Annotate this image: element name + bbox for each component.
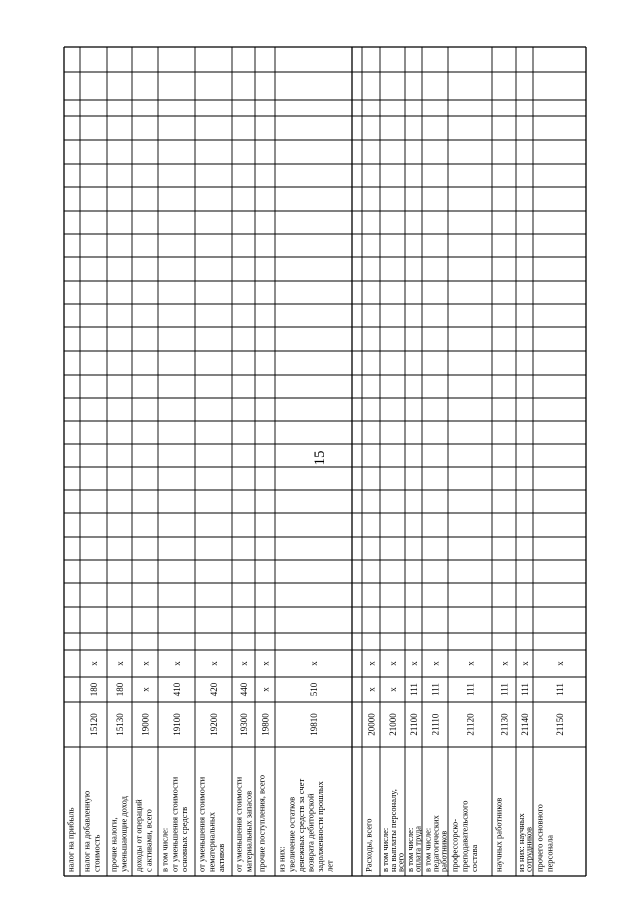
row-label: стоимость — [91, 834, 102, 872]
row-label: материальных запасов — [243, 790, 254, 872]
table-row — [82, 661, 102, 872]
row-label: из них: — [276, 846, 287, 872]
page-number: 15 — [311, 450, 328, 466]
row-code: 21150 — [555, 713, 565, 736]
table-rows — [66, 661, 565, 872]
table-grid — [64, 47, 586, 876]
table-row — [257, 661, 271, 872]
row-code: 21100 — [409, 713, 419, 736]
row-mark: x — [409, 661, 419, 666]
row-kosgu: x — [388, 687, 398, 692]
row-kosgu: x — [260, 687, 271, 692]
table-row — [405, 661, 423, 872]
row-code: 21130 — [499, 713, 510, 736]
row-kosgu: 111 — [409, 683, 419, 696]
table-row — [160, 661, 189, 872]
row-label: научных работников — [493, 797, 504, 872]
table-row — [109, 661, 129, 872]
row-code: 15130 — [115, 713, 125, 736]
row-label: налог на добавленную — [81, 790, 92, 872]
table-row — [380, 661, 405, 872]
row-label: преподавательского — [459, 800, 470, 872]
row-mark: x — [115, 661, 125, 666]
table-row — [535, 661, 565, 872]
row-label: денежных средств за счет — [295, 778, 306, 872]
row-label: оплата труда — [412, 825, 423, 872]
row-label: педагогических — [430, 815, 441, 872]
row-code: 21000 — [388, 713, 398, 736]
row-kosgu: 180 — [115, 682, 125, 697]
row-label: налог на прибыль — [65, 807, 76, 872]
row-kosgu: 111 — [499, 683, 510, 696]
row-mark: x — [465, 661, 476, 666]
table-row — [364, 661, 377, 872]
row-label: сотрудников — [523, 827, 534, 872]
row-label: состава — [468, 844, 479, 872]
table-row — [277, 661, 335, 872]
row-label: в том числе: — [380, 827, 391, 872]
row-mark: x — [260, 661, 271, 666]
row-code: 21120 — [465, 713, 476, 736]
row-mark: x — [430, 661, 441, 666]
row-label: возврата дебиторской — [305, 793, 316, 872]
row-mark: x — [388, 661, 398, 666]
row-label: от уменьшения стоимости — [233, 776, 244, 872]
row-kosgu: 111 — [465, 683, 476, 696]
row-label: работников — [438, 830, 449, 872]
table-row — [234, 661, 254, 872]
row-mark: x — [209, 661, 219, 666]
row-mark: x — [309, 661, 319, 666]
row-mark: x — [555, 661, 565, 666]
row-kosgu: 440 — [239, 682, 249, 697]
row-kosgu: x — [140, 687, 151, 692]
row-label: на выплаты персоналу, — [387, 789, 398, 872]
row-label: в том числе: — [405, 827, 415, 872]
row-label: от уменьшения стоимости — [196, 776, 207, 872]
row-code: 19300 — [239, 713, 249, 736]
row-label: нематериальных — [206, 812, 217, 872]
row-label: основных средств — [178, 806, 189, 872]
row-code: 19810 — [309, 713, 319, 736]
row-label: уменьшающие доход — [118, 796, 129, 872]
table-row — [422, 661, 448, 872]
table-row — [516, 661, 534, 872]
row-label: с активами, всего — [143, 809, 154, 872]
row-mark: x — [172, 661, 182, 666]
table-row — [450, 661, 479, 872]
row-label: доходы от операций — [133, 799, 144, 872]
row-label: всего — [395, 852, 406, 872]
row-kosgu: x — [366, 687, 377, 692]
row-mark: x — [239, 661, 249, 666]
row-kosgu: 180 — [89, 682, 99, 697]
row-kosgu: 111 — [430, 683, 441, 696]
row-label: от уменьшения стоимости — [169, 776, 180, 872]
row-code: 21110 — [430, 713, 441, 736]
row-code: 19100 — [172, 713, 182, 736]
row-mark: x — [366, 661, 377, 666]
row-code: 21140 — [520, 713, 530, 736]
row-label: задолженности прошлых — [315, 781, 326, 872]
row-mark: x — [520, 661, 530, 666]
row-mark: x — [89, 661, 99, 666]
row-label: прочие налоги, — [108, 817, 119, 872]
table-row — [494, 661, 510, 872]
row-label: увеличение остатков — [286, 796, 297, 872]
row-label: профессорско- — [449, 818, 460, 872]
row-code: 19200 — [209, 713, 219, 736]
row-label: лет — [324, 860, 335, 872]
row-label: Расходы, всего — [363, 818, 374, 872]
table-row — [134, 661, 154, 872]
table-row — [197, 661, 226, 872]
row-label: прочего основного — [534, 804, 545, 872]
row-label: прочие поступления, всего — [256, 774, 267, 872]
row-kosgu: 410 — [172, 682, 182, 697]
row-label: персонала — [544, 834, 555, 872]
row-label: в том числе: — [159, 827, 170, 872]
row-kosgu: 111 — [520, 683, 530, 696]
row-label: в том числе: — [422, 827, 433, 872]
row-mark: x — [140, 661, 151, 666]
row-code: 19800 — [260, 713, 271, 736]
row-code: 19000 — [140, 713, 151, 736]
row-mark: x — [499, 661, 510, 666]
row-code: 15120 — [89, 713, 99, 736]
row-kosgu: 510 — [309, 682, 319, 697]
table-row — [66, 807, 76, 872]
row-label: из них: научных — [516, 813, 526, 872]
row-label: активов — [215, 843, 226, 872]
row-kosgu: 111 — [555, 683, 565, 696]
row-kosgu: 420 — [209, 682, 219, 697]
row-code: 20000 — [366, 713, 377, 736]
